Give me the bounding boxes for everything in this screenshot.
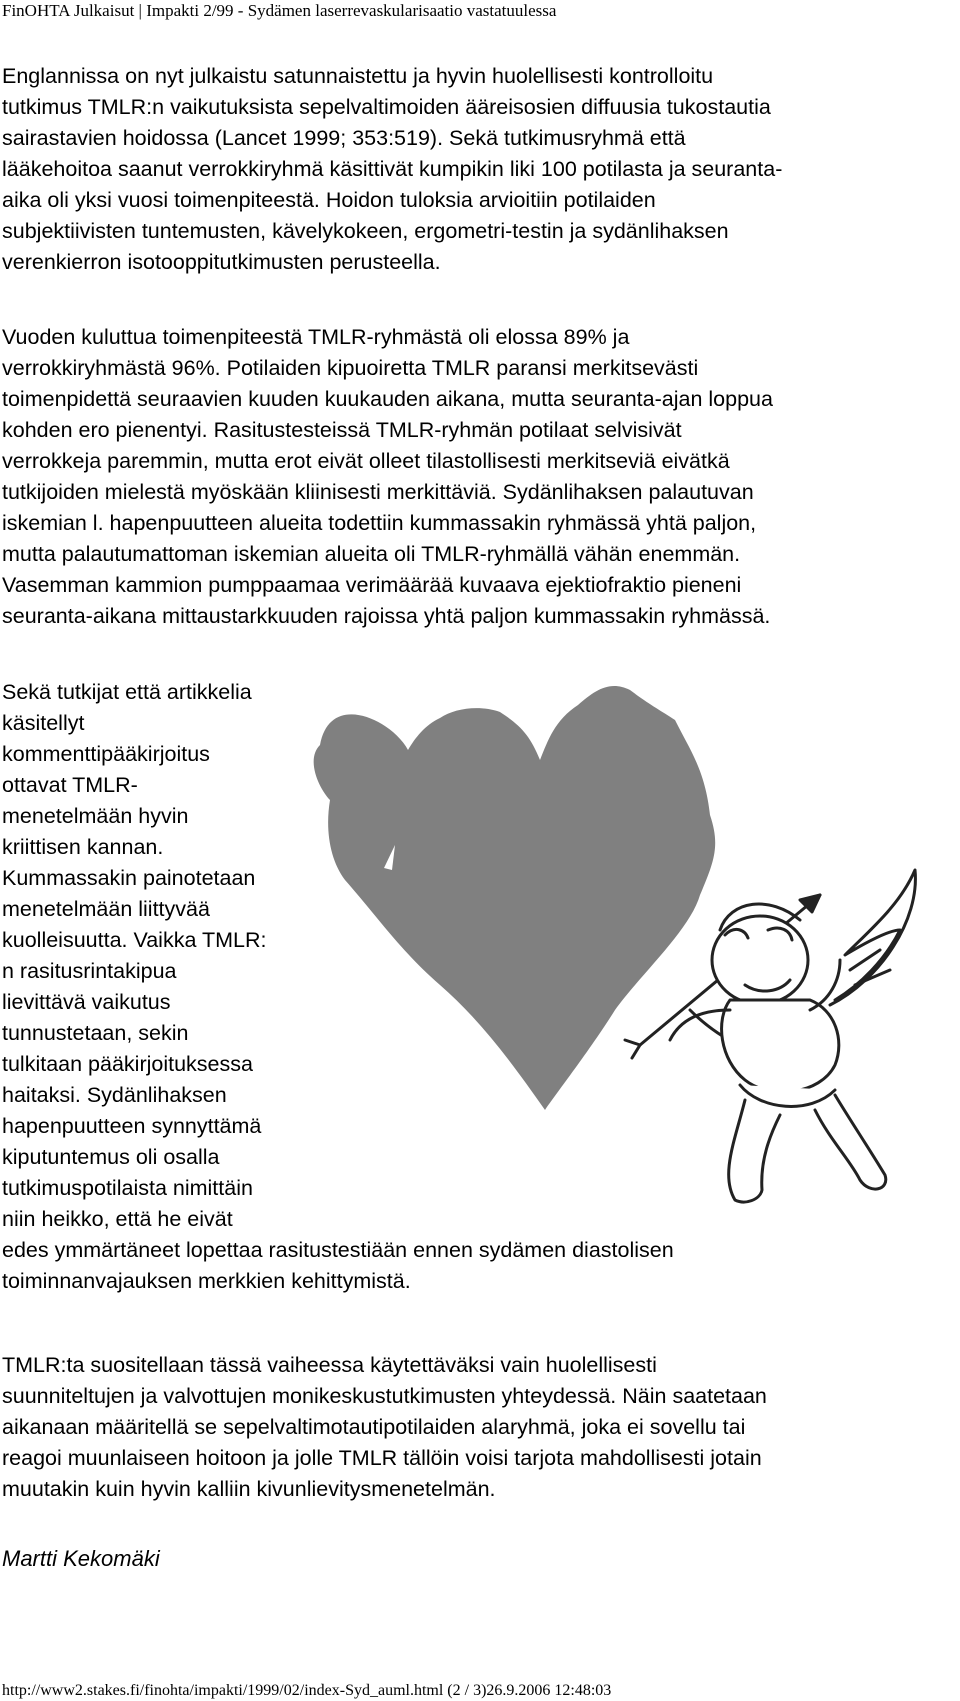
paragraph-line: muutakin kuin hyvin kalliin kivunlievitysmenetelmän. [2,1477,496,1501]
paragraph-line: niin heikko, että he eivät [2,1207,233,1231]
paragraph-line: verrokkiryhmästä 96%. Potilaiden kipuoiretta TMLR paransi merkitsevästi [2,356,699,380]
paragraph-line: Vasemman kammion pumppaamaa verimäärää kuvaava ejektiofraktio pieneni [2,573,742,597]
paragraph-line: tutkimuspotilaista nimittäin [2,1176,253,1200]
paragraph-line: käsitellyt [2,711,85,735]
heart-icon [314,686,716,1110]
paragraph-line: suunniteltujen ja valvottujen monikeskustutkimusten yhteydessä. Näin saatetaan [2,1384,767,1408]
paragraph-line: Sekä tutkijat että artikkelia [2,680,252,704]
paragraph-line: tutkijoiden mielestä myöskään kliinisesti merkittäviä. Sydänlihaksen palautuvan [2,480,754,504]
paragraph-line: lievittävä vaikutus [2,990,171,1014]
page-footer-url: http://www2.stakes.fi/finohta/impakti/1999/02/index-Syd_auml.html (2 / 3)26.9.2006 12:48:03 [2,1682,612,1699]
page-header: FinOHTA Julkaisut | Impakti 2/99 - Sydämen laserrevaskularisaatio vastatuulessa [2,1,557,20]
paragraph-line: kiputuntemus oli osalla [2,1145,220,1169]
paragraph-line: TMLR:ta suositellaan tässä vaiheessa käytettäväksi vain huolellisesti [2,1353,657,1377]
paragraph-line: Englannissa on nyt julkaistu satunnaistettu ja hyvin huolellisesti kontrolloitu [2,64,714,88]
paragraph-line: tunnustetaan, sekin [2,1021,189,1045]
paragraph-line: aika oli yksi vuosi toimenpiteestä. Hoidon tuloksia arvioitiin potilaiden [2,188,656,212]
paragraph-line: kuolleisuutta. Vaikka TMLR: [2,928,267,952]
paragraph-line: toimenpidettä seuraavien kuuden kuukauden aikana, mutta seuranta-ajan loppua [2,387,773,411]
paragraph-line: subjektiivisten tuntemusten, kävelykokeen, ergometri-testin ja sydänlihaksen [2,219,729,243]
paragraph-line: toiminnanvajauksen merkkien kehittymistä. [2,1269,411,1293]
paragraph-line: menetelmään hyvin [2,804,189,828]
paragraph-line: reagoi muunlaiseen hoitoon ja jolle TMLR tällöin voisi tarjota mahdollisesti jotain [2,1446,762,1470]
paragraph-line: tulkitaan pääkirjoituksessa [2,1052,253,1076]
paragraph-line: hapenpuutteen synnyttämä [2,1114,262,1138]
paragraph-line: seuranta-aikana mittaustarkkuuden rajoissa yhtä paljon kummassakin ryhmässä. [2,604,771,628]
paragraph-line: menetelmään liittyvää [2,897,210,921]
paragraph-line: verrokkeja paremmin, mutta erot eivät olleet tilastollisesti merkitseviä eivätkä [2,449,730,473]
paragraph-line: kohden ero pienentyi. Rasitustesteissä TMLR-ryhmän potilaat selvisivät [2,418,682,442]
paragraph-line: edes ymmärtäneet lopettaa rasitustestiään ennen sydämen diastolisen [2,1238,674,1262]
paragraph-line: n rasitusrintakipua [2,959,177,983]
paragraph-line: ottavat TMLR- [2,773,138,797]
paragraph-line: verenkierron isotooppitutkimusten perusteella. [2,250,441,274]
paragraph-line: kriittisen kannan. [2,835,164,859]
paragraph-line: haitaksi. Sydänlihaksen [2,1083,227,1107]
paragraph-line: Kummassakin painotetaan [2,866,256,890]
paragraph-line: iskemian l. hapenpuutteen alueita todettiin kummassakin ryhmässä yhtä paljon, [2,511,757,535]
paragraph-line: lääkehoitoa saanut verrokkiryhmä käsittivät kumpikin liki 100 potilasta ja seuranta- [2,157,783,181]
paragraph-line: kommenttipääkirjoitus [2,742,210,766]
paragraph-line: mutta palautumattoman iskemian alueita oli TMLR-ryhmällä vähän enemmän. [2,542,741,566]
paragraph-line: Vuoden kuluttua toimenpiteestä TMLR-ryhmästä oli elossa 89% ja [2,325,630,349]
paragraph-line: aikanaan määritellä se sepelvaltimotautipotilaiden alaryhmä, joka ei sovellu tai [2,1415,746,1439]
paragraph-line: tutkimus TMLR:n vaikutuksista sepelvaltimoiden ääreisosien diffuusia tukostautia [2,95,771,119]
signature: Martti Kekomäki [2,1546,160,1571]
paragraph-line: sairastavien hoidossa (Lancet 1999; 353:519). Sekä tutkimusryhmä että [2,126,686,150]
